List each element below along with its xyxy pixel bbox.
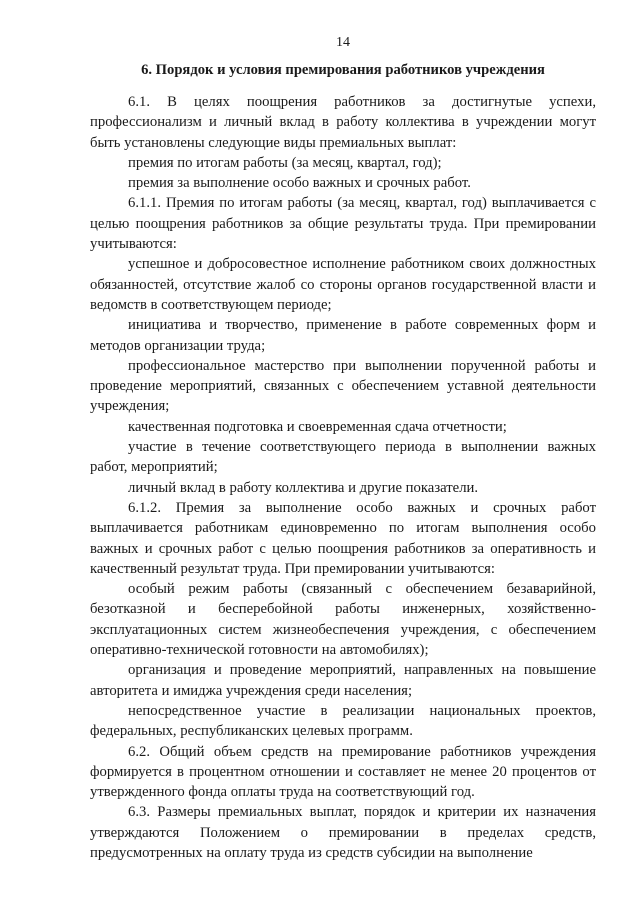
document-page: [90, 34, 596, 863]
paragraph: непосредственное участие в реализации национальных проектов, федеральных, республиканских целевых программ.: [90, 702, 596, 740]
paragraph: профессиональное мастерство при выполнении порученной работы и проведение мероприятий, связанных с обеспечением уставной деятельности учреждения;: [90, 357, 596, 415]
paragraph: личный вклад в работу коллектива и другие показатели.: [128, 479, 479, 496]
section-title: 6. Порядок и условия премирования работников учреждения: [141, 62, 545, 78]
page-number: 14: [336, 35, 350, 50]
paragraph: инициатива и творчество, применение в работе современных форм и методов организации труда;: [90, 317, 596, 354]
paragraph: 6.1. В целях поощрения работников за достигнутые успехи, профессионализм и личный вклад в работу коллектива в учреждении могут быть установлены следующие виды премиальных выплат:: [90, 94, 596, 151]
paragraph: 6.1.1. Премия по итогам работы (за месяц, квартал, год) выплачивается с целью поощрения работников за общие результаты труда. При премировании учитываются:: [90, 195, 596, 253]
paragraph: премия за выполнение особо важных и срочных работ.: [128, 175, 471, 192]
paragraph: особый режим работы (связанный с обеспечением безаварийной, безотказной и бесперебойной работы инженерных, хозяйственно-эксплуатационных систем жизнеобеспечения учреждения, с обеспечением оперативно-технической готовности на автомобилях);: [90, 581, 596, 659]
paragraph: организация и проведение мероприятий, направленных на повышение авторитета и имиджа учреждения среди населения;: [90, 662, 596, 699]
paragraph: успешное и добросовестное исполнение работником своих должностных обязанностей, отсутствие жалоб со стороны органов государственной власти и ведомств в соответствующем периоде;: [90, 256, 596, 313]
paragraph: 6.3. Размеры премиальных выплат, порядок и критерии их назначения утверждаются Положением о премировании в пределах средств, предусмотренных на оплату труда из средств субсидии на выполнение: [90, 804, 596, 861]
body-text: [90, 92, 596, 863]
paragraph: качественная подготовка и своевременная сдача отчетности;: [128, 418, 507, 435]
paragraph: премия по итогам работы (за месяц, квартал, год);: [128, 154, 442, 171]
paragraph: 6.2. Общий объем средств на премирование работников учреждения формируется в процентном отношении и составляет не менее 20 процентов от утвержденного фонда оплаты труда на соответствующий год.: [90, 743, 596, 801]
paragraph: участие в течение соответствующего периода в выполнении важных работ, мероприятий;: [90, 439, 596, 476]
paragraph: 6.1.2. Премия за выполнение особо важных и срочных работ выплачивается работникам единовременно по итогам выполнения особо важных и срочных работ с целью поощрения работников за оперативность и качественный результат труда. При премировании учитываются:: [90, 499, 596, 577]
